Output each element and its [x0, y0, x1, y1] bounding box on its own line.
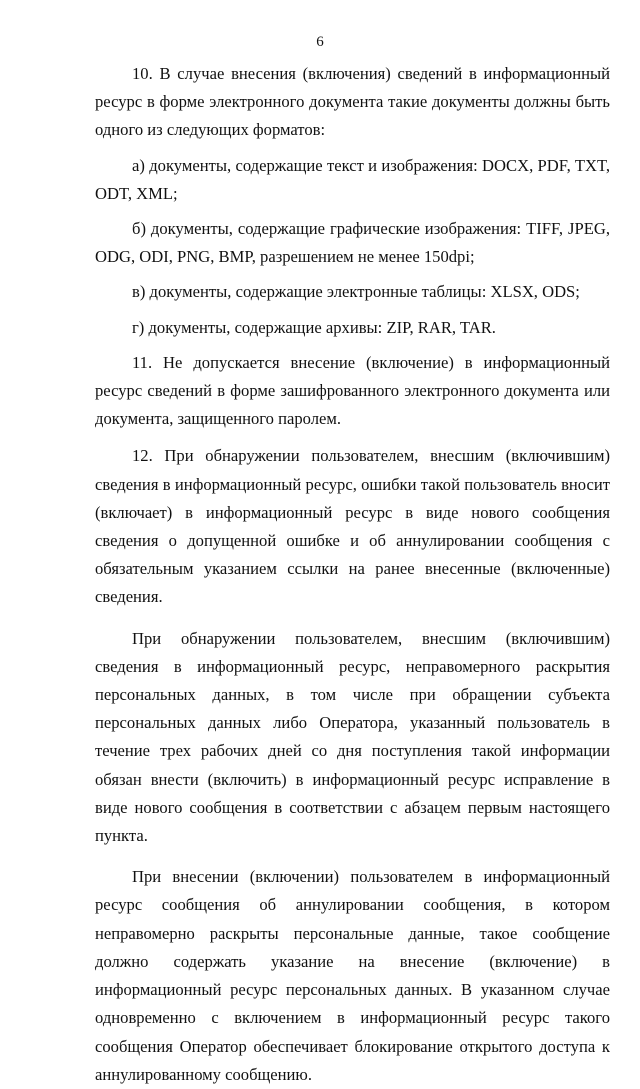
- page-number: 6: [316, 34, 324, 50]
- paragraph-12-second: При обнаружении пользователем, внесшим (включившим) сведения в информационный ресурс, неправомерного раскрытия персональных данных, в том числе при обращении субъекта персональных данных либо Оператора, указанный пользователь в течение трех рабочих дней со дня поступления такой информации обязан внести (включить) в информационный ресурс исправление в виде нового сообщения в соответствии с абзацем первым настоящего пункта.: [95, 628, 610, 846]
- paragraph-12-third: При внесении (включении) пользователем в информационный ресурс сообщения об аннулировании сообщения, в котором неправомерно раскрыты персональные данные, такое сообщение должно содержать указание на внесение (включение) в информационный ресурс персональных данных. В указанном случае одновременно с включением в информационный ресурс такого сообщения Оператор обеспечивает блокирование открытого доступа к аннулированному сообщению.: [95, 867, 610, 1084]
- paragraph-12: 12. При обнаружении пользователем, внесшим (включившим) сведения в информационный ресурс, ошибки такой пользователь вносит (включает) в информационный ресурс в виде нового сообщения сведения о допущенной ошибке и об аннулировании сообщения с обязательным указанием ссылки на ранее внесенные (включенные) сведения.: [95, 446, 610, 607]
- paragraph-11: 11. Не допускается внесение (включение) в информационный ресурс сведений в форме зашифрованного электронного документа или документа, защищенного паролем.: [95, 352, 610, 429]
- document-body: [95, 60, 610, 1089]
- list-item-b: б) документы, содержащие графические изображения: TIFF, JPEG, ODG, ODI, PNG, BMP, разрешением не менее 150dpi;: [95, 219, 610, 267]
- list-item-a: а) документы, содержащие текст и изображения: DOCX, PDF, TXT, ODT, XML;: [95, 155, 610, 203]
- list-item-g: г) документы, содержащие архивы: ZIP, RAR, TAR.: [132, 317, 496, 337]
- paragraph-10: 10. В случае внесения (включения) сведений в информационный ресурс в форме электронного документа такие документы должны быть одного из следующих форматов:: [95, 64, 610, 140]
- list-item-v: в) документы, содержащие электронные таблицы: XLSX, ODS;: [132, 282, 580, 302]
